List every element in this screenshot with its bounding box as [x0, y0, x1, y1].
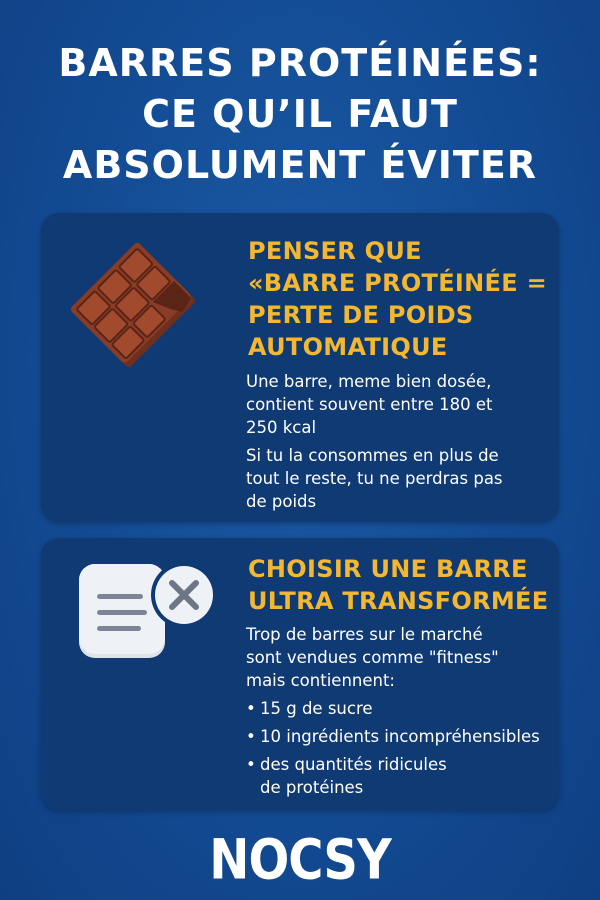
- heading-line: ULTRA TRANSFORMÉE: [248, 587, 549, 615]
- card-paragraph: [246, 370, 551, 439]
- text-line: mais contiennent:: [246, 671, 395, 690]
- text-line: Si tu la consommes en plus de: [246, 446, 499, 465]
- bullet-item: [246, 725, 551, 748]
- chocolate-bar-icon: [63, 235, 203, 375]
- title-line: ABSOLUMENT ÉVITER: [62, 143, 538, 187]
- tip-card-ultra-processed: [41, 538, 559, 810]
- card-paragraph: [246, 444, 551, 513]
- title-line: CE QU’IL FAUT: [142, 92, 458, 136]
- card-paragraph: [246, 623, 551, 692]
- brand-logo: NOCSY: [209, 827, 391, 893]
- text-line: 250 kcal: [246, 418, 317, 437]
- heading-line: PERTE DE POIDS: [248, 301, 474, 329]
- bullet-dot: •: [246, 727, 256, 746]
- text-line: Une barre, meme bien dosée,: [246, 372, 492, 391]
- text-line: des quantités ridicules: [260, 755, 447, 774]
- title-line: BARRES PROTÉINÉES:: [58, 41, 542, 85]
- heading-line: PENSER QUE: [248, 237, 422, 265]
- card-body: [246, 623, 551, 799]
- card-body: [246, 370, 551, 518]
- bullet-item: [246, 697, 551, 720]
- bullet-dot: •: [246, 755, 256, 774]
- text-line: contient souvent entre 180 et: [246, 395, 493, 414]
- heading-line: «BARRE PROTÉINÉE =: [248, 269, 547, 297]
- ingredient-list-reject-icon: [75, 558, 225, 668]
- heading-line: AUTOMATIQUE: [248, 333, 448, 361]
- card-heading: [248, 553, 548, 617]
- tip-card-weight-loss: [41, 213, 559, 522]
- bullet-dot: •: [246, 699, 256, 718]
- card-heading: [248, 235, 548, 363]
- text-line: tout le reste, tu ne perdras pas: [246, 469, 503, 488]
- page-title: [0, 38, 600, 191]
- text-line: Trop de barres sur le marché: [246, 625, 483, 644]
- text-line: sont vendues comme "fitness": [246, 648, 499, 667]
- text-line: de poids: [246, 492, 317, 511]
- heading-line: CHOISIR UNE BARRE: [248, 555, 528, 583]
- bullet-item: [246, 753, 551, 799]
- text-line: 10 ingrédients incompréhensibles: [260, 727, 540, 746]
- text-line: de protéines: [260, 778, 364, 797]
- text-line: 15 g de sucre: [260, 699, 373, 718]
